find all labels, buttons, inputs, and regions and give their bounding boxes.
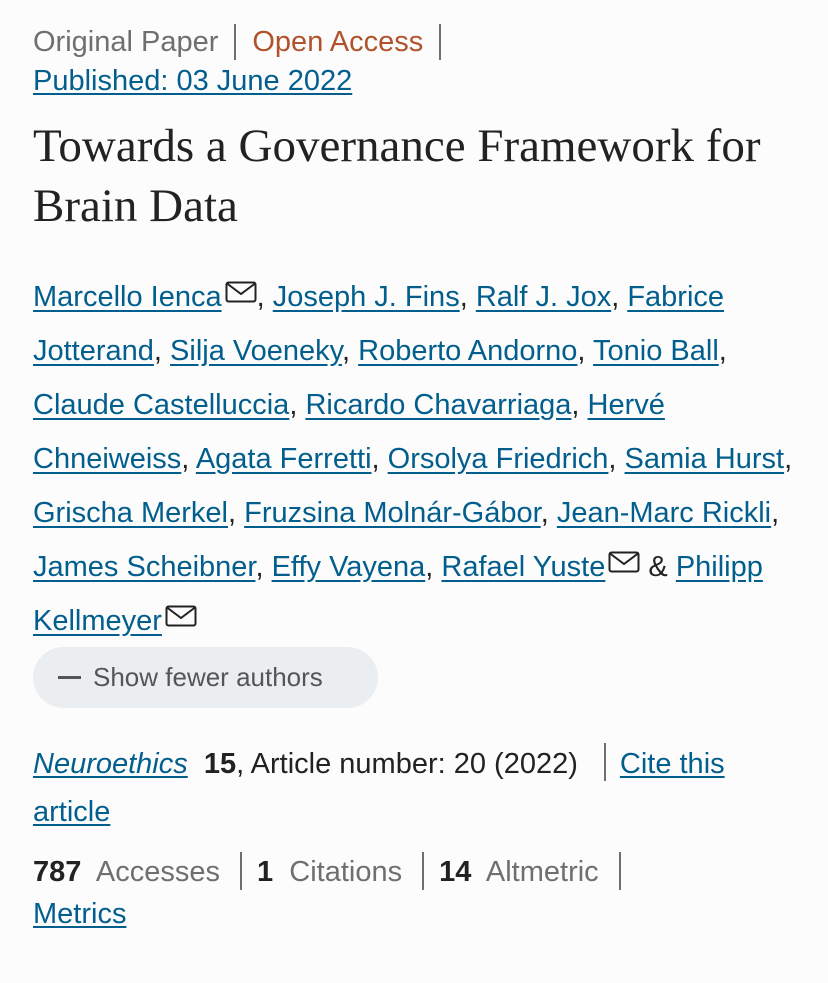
metrics-divider (422, 852, 424, 890)
show-fewer-authors-button[interactable] (33, 647, 378, 708)
author-link[interactable]: Hervé Chneiweiss (33, 389, 665, 475)
author-separator: , (540, 497, 549, 529)
accesses-count: 787 (33, 856, 82, 888)
open-access-badge: Open Access (252, 25, 424, 58)
meta-divider (439, 24, 441, 60)
author-separator: , (425, 551, 434, 583)
author-separator: , (371, 443, 380, 475)
author-link[interactable]: Rafael Yuste (441, 551, 606, 583)
author-separator: , (718, 335, 727, 367)
author-link[interactable]: Jean-Marc Rickli (556, 497, 772, 529)
author-separator: , (342, 335, 351, 367)
author-link[interactable]: Effy Vayena (271, 551, 426, 583)
author-separator: , (255, 551, 264, 583)
author-link[interactable]: Fabrice Jotterand (33, 281, 725, 367)
author-separator: , (153, 335, 162, 367)
author-separator: , (608, 443, 617, 475)
author-separator: , (459, 281, 468, 313)
author-separator: , (771, 497, 780, 529)
citations-count: 1 (257, 856, 274, 888)
author-link[interactable]: Orsolya Friedrich (387, 443, 609, 475)
author-link[interactable]: Ralf J. Jox (475, 281, 612, 313)
email-icon[interactable] (165, 605, 197, 627)
author-separator: , (181, 443, 190, 475)
author-link[interactable]: Samia Hurst (624, 443, 785, 475)
cite-article-link[interactable]: Cite this article (33, 748, 725, 828)
author-link[interactable]: Claude Castelluccia (33, 389, 290, 421)
published-date-link[interactable]: Published: 03 June 2022 (33, 65, 353, 97)
article-title: Towards a Governance Framework for Brain Data (33, 120, 761, 232)
author-separator: , (784, 443, 793, 475)
author-separator: , (577, 335, 586, 367)
author-link[interactable]: Tonio Ball (593, 335, 719, 367)
author-link[interactable]: Fruzsina Molnár-Gábor (244, 497, 541, 529)
citation-line (33, 740, 803, 836)
author-separator: , (289, 389, 298, 421)
altmetric-score: 14 (439, 856, 472, 888)
accesses-label: Accesses (95, 856, 221, 888)
altmetric-label: Altmetric (485, 856, 599, 888)
article-meta (33, 22, 457, 62)
author-link[interactable]: Joseph J. Fins (272, 281, 460, 313)
article-number: , Article number: 20 (2022) (236, 748, 578, 780)
author-link[interactable]: Philipp Kellmeyer (33, 551, 763, 637)
email-icon[interactable] (608, 551, 640, 573)
journal-link[interactable]: Neuroethics (33, 748, 188, 780)
author-separator: , (256, 281, 265, 313)
metrics-link[interactable]: Metrics (33, 898, 127, 930)
author-separator: , (571, 389, 580, 421)
author-link[interactable]: Agata Ferretti (195, 443, 372, 475)
article-type: Original Paper (33, 25, 219, 58)
author-ampersand: & (648, 551, 668, 583)
metrics-divider (619, 852, 621, 890)
citation-divider (604, 743, 606, 781)
article-metrics (33, 851, 803, 935)
author-link[interactable]: Silja Voeneky (170, 335, 343, 367)
metrics-divider (240, 852, 242, 890)
journal-volume: 15 (203, 748, 237, 780)
meta-divider (234, 24, 236, 60)
author-link[interactable]: Grischa Merkel (33, 497, 228, 529)
minus-icon (58, 676, 81, 679)
author-separator: , (228, 497, 237, 529)
citations-label: Citations (289, 856, 403, 888)
author-list (33, 270, 803, 648)
author-separator: , (611, 281, 620, 313)
author-link[interactable]: Marcello Ienca (33, 281, 222, 313)
author-link[interactable]: James Scheibner (33, 551, 256, 583)
author-link[interactable]: Roberto Andorno (358, 335, 578, 367)
author-link[interactable]: Ricardo Chavarriaga (305, 389, 572, 421)
email-icon[interactable] (225, 281, 257, 303)
show-fewer-authors-label: Show fewer authors (93, 662, 323, 692)
